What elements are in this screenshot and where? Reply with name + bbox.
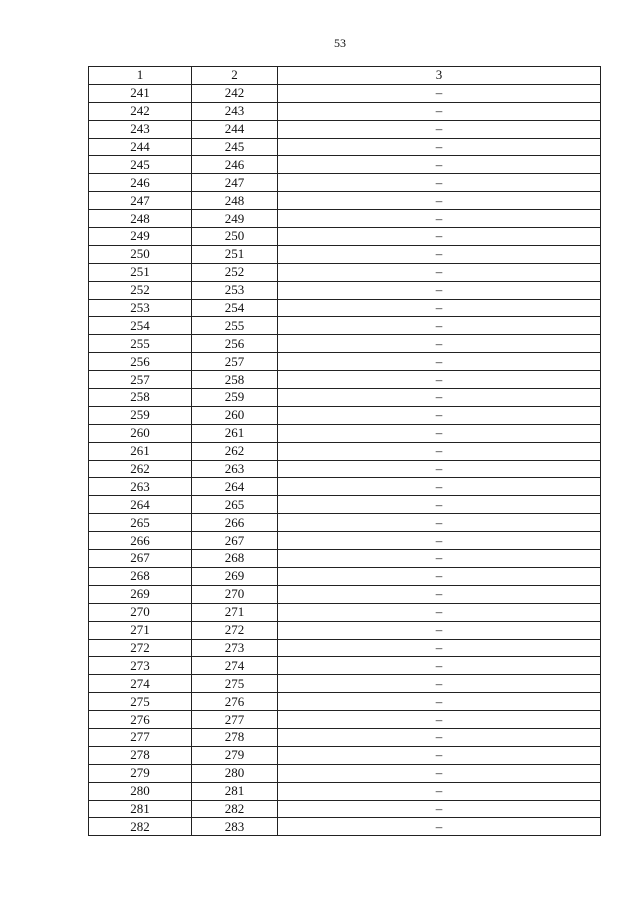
- column-header-1: 1: [89, 67, 192, 85]
- table-cell-col-1: 251: [89, 263, 192, 281]
- table-cell-col-3: –: [278, 728, 601, 746]
- table-cell-col-3: –: [278, 299, 601, 317]
- table-cell-col-1: 250: [89, 245, 192, 263]
- table-cell-col-3: –: [278, 567, 601, 585]
- table-cell-col-3: –: [278, 782, 601, 800]
- table-row: [89, 210, 601, 228]
- table-cell-col-2: 251: [192, 245, 278, 263]
- table-row: [89, 120, 601, 138]
- table-cell-col-1: 263: [89, 478, 192, 496]
- table-row: [89, 514, 601, 532]
- table-cell-col-1: 261: [89, 442, 192, 460]
- table-row: [89, 371, 601, 389]
- header-row: [89, 67, 601, 85]
- table-cell-col-3: –: [278, 603, 601, 621]
- table-cell-col-2: 280: [192, 764, 278, 782]
- table-cell-col-1: 253: [89, 299, 192, 317]
- table-cell-col-2: 270: [192, 585, 278, 603]
- table-cell-col-2: 282: [192, 800, 278, 818]
- table-cell-col-1: 274: [89, 675, 192, 693]
- table-cell-col-2: 242: [192, 84, 278, 102]
- table-cell-col-3: –: [278, 514, 601, 532]
- table-row: [89, 746, 601, 764]
- table-cell-col-3: –: [278, 424, 601, 442]
- table-cell-col-1: 268: [89, 567, 192, 585]
- table-row: [89, 389, 601, 407]
- table-cell-col-1: 258: [89, 389, 192, 407]
- table-cell-col-1: 256: [89, 353, 192, 371]
- table-cell-col-2: 243: [192, 102, 278, 120]
- table-cell-col-1: 254: [89, 317, 192, 335]
- table-cell-col-2: 281: [192, 782, 278, 800]
- table-cell-col-1: 244: [89, 138, 192, 156]
- table-cell-col-2: 269: [192, 567, 278, 585]
- table-cell-col-3: –: [278, 675, 601, 693]
- table-row: [89, 567, 601, 585]
- table-cell-col-3: –: [278, 800, 601, 818]
- table-row: [89, 138, 601, 156]
- table-cell-col-1: 276: [89, 711, 192, 729]
- table-cell-col-1: 247: [89, 192, 192, 210]
- table-row: [89, 657, 601, 675]
- table-cell-col-2: 277: [192, 711, 278, 729]
- table-cell-col-2: 264: [192, 478, 278, 496]
- table-row: [89, 335, 601, 353]
- table-cell-col-3: –: [278, 496, 601, 514]
- table-cell-col-1: 280: [89, 782, 192, 800]
- table-row: [89, 639, 601, 657]
- table-cell-col-2: 278: [192, 728, 278, 746]
- table-cell-col-2: 245: [192, 138, 278, 156]
- table-cell-col-1: 273: [89, 657, 192, 675]
- table-cell-col-3: –: [278, 585, 601, 603]
- table-row: [89, 299, 601, 317]
- table-row: [89, 353, 601, 371]
- table-cell-col-2: 279: [192, 746, 278, 764]
- table-cell-col-3: –: [278, 120, 601, 138]
- column-header-2: 2: [192, 67, 278, 85]
- table-cell-col-1: 243: [89, 120, 192, 138]
- page-number: 53: [334, 36, 346, 50]
- table-cell-col-2: 276: [192, 693, 278, 711]
- table-cell-col-3: –: [278, 317, 601, 335]
- table-row: [89, 478, 601, 496]
- table-cell-col-2: 261: [192, 424, 278, 442]
- table-header: [89, 67, 601, 85]
- table-cell-col-3: –: [278, 138, 601, 156]
- table-row: [89, 585, 601, 603]
- table-cell-col-2: 259: [192, 389, 278, 407]
- table-row: [89, 442, 601, 460]
- table-cell-col-1: 269: [89, 585, 192, 603]
- table-cell-col-3: –: [278, 818, 601, 836]
- table-cell-col-3: –: [278, 460, 601, 478]
- column-header-3: 3: [278, 67, 601, 85]
- table-cell-col-2: 244: [192, 120, 278, 138]
- table-cell-col-3: –: [278, 281, 601, 299]
- table-row: [89, 728, 601, 746]
- table-cell-col-1: 245: [89, 156, 192, 174]
- table-cell-col-1: 249: [89, 228, 192, 246]
- table-cell-col-3: –: [278, 406, 601, 424]
- table-cell-col-1: 242: [89, 102, 192, 120]
- table-cell-col-2: 253: [192, 281, 278, 299]
- table-cell-col-3: –: [278, 639, 601, 657]
- table-cell-col-1: 255: [89, 335, 192, 353]
- table-cell-col-2: 283: [192, 818, 278, 836]
- table-cell-col-1: 265: [89, 514, 192, 532]
- table-row: [89, 228, 601, 246]
- table-row: [89, 192, 601, 210]
- table-row: [89, 156, 601, 174]
- table-row: [89, 550, 601, 568]
- table-row: [89, 424, 601, 442]
- table-cell-col-2: 275: [192, 675, 278, 693]
- table-cell-col-3: –: [278, 263, 601, 281]
- table-cell-col-2: 256: [192, 335, 278, 353]
- table-cell-col-1: 275: [89, 693, 192, 711]
- table-cell-col-2: 258: [192, 371, 278, 389]
- table-row: [89, 532, 601, 550]
- table-cell-col-3: –: [278, 478, 601, 496]
- table-cell-col-1: 267: [89, 550, 192, 568]
- table-cell-col-1: 278: [89, 746, 192, 764]
- table-row: [89, 245, 601, 263]
- table-cell-col-3: –: [278, 335, 601, 353]
- table-cell-col-2: 273: [192, 639, 278, 657]
- table-body: [89, 84, 601, 835]
- table-cell-col-1: 279: [89, 764, 192, 782]
- table-cell-col-1: 241: [89, 84, 192, 102]
- table-cell-col-1: 270: [89, 603, 192, 621]
- table-cell-col-3: –: [278, 174, 601, 192]
- table-row: [89, 818, 601, 836]
- table-row: [89, 263, 601, 281]
- table-cell-col-1: 266: [89, 532, 192, 550]
- table-cell-col-1: 271: [89, 621, 192, 639]
- table-cell-col-2: 250: [192, 228, 278, 246]
- table-cell-col-3: –: [278, 532, 601, 550]
- table-cell-col-3: –: [278, 693, 601, 711]
- table-row: [89, 102, 601, 120]
- table-cell-col-1: 246: [89, 174, 192, 192]
- table-cell-col-3: –: [278, 550, 601, 568]
- table-cell-col-2: 254: [192, 299, 278, 317]
- table-cell-col-3: –: [278, 353, 601, 371]
- table-row: [89, 460, 601, 478]
- table-cell-col-3: –: [278, 746, 601, 764]
- table-cell-col-3: –: [278, 192, 601, 210]
- table-cell-col-2: 272: [192, 621, 278, 639]
- data-table: [88, 66, 601, 836]
- table-cell-col-1: 252: [89, 281, 192, 299]
- table-row: [89, 317, 601, 335]
- table-cell-col-1: 277: [89, 728, 192, 746]
- table-cell-col-2: 266: [192, 514, 278, 532]
- table-cell-col-3: –: [278, 228, 601, 246]
- table-row: [89, 800, 601, 818]
- table-cell-col-1: 248: [89, 210, 192, 228]
- table-cell-col-3: –: [278, 245, 601, 263]
- table-cell-col-2: 260: [192, 406, 278, 424]
- table-cell-col-2: 274: [192, 657, 278, 675]
- table-cell-col-3: –: [278, 84, 601, 102]
- table-cell-col-2: 268: [192, 550, 278, 568]
- table-row: [89, 621, 601, 639]
- table-cell-col-2: 246: [192, 156, 278, 174]
- table-row: [89, 764, 601, 782]
- table-row: [89, 281, 601, 299]
- table-row: [89, 174, 601, 192]
- table-cell-col-1: 264: [89, 496, 192, 514]
- table-row: [89, 675, 601, 693]
- table-row: [89, 496, 601, 514]
- table-cell-col-2: 248: [192, 192, 278, 210]
- table-cell-col-2: 262: [192, 442, 278, 460]
- table-cell-col-2: 267: [192, 532, 278, 550]
- table-row: [89, 782, 601, 800]
- table-cell-col-3: –: [278, 371, 601, 389]
- table-cell-col-3: –: [278, 711, 601, 729]
- table-cell-col-1: 281: [89, 800, 192, 818]
- table-cell-col-3: –: [278, 389, 601, 407]
- table-cell-col-2: 271: [192, 603, 278, 621]
- table-cell-col-2: 247: [192, 174, 278, 192]
- table-cell-col-3: –: [278, 764, 601, 782]
- table-row: [89, 603, 601, 621]
- table-cell-col-3: –: [278, 210, 601, 228]
- table-cell-col-1: 259: [89, 406, 192, 424]
- table-cell-col-2: 249: [192, 210, 278, 228]
- table-cell-col-3: –: [278, 657, 601, 675]
- table-cell-col-1: 282: [89, 818, 192, 836]
- table-row: [89, 406, 601, 424]
- table-cell-col-1: 272: [89, 639, 192, 657]
- table-cell-col-1: 260: [89, 424, 192, 442]
- table-cell-col-1: 257: [89, 371, 192, 389]
- table-cell-col-2: 257: [192, 353, 278, 371]
- table-cell-col-2: 265: [192, 496, 278, 514]
- table-cell-col-1: 262: [89, 460, 192, 478]
- table-cell-col-2: 255: [192, 317, 278, 335]
- table-cell-col-3: –: [278, 102, 601, 120]
- table-cell-col-3: –: [278, 442, 601, 460]
- table-cell-col-3: –: [278, 621, 601, 639]
- table-cell-col-2: 252: [192, 263, 278, 281]
- table-row: [89, 693, 601, 711]
- table-row: [89, 711, 601, 729]
- table-cell-col-2: 263: [192, 460, 278, 478]
- table-cell-col-3: –: [278, 156, 601, 174]
- table-row: [89, 84, 601, 102]
